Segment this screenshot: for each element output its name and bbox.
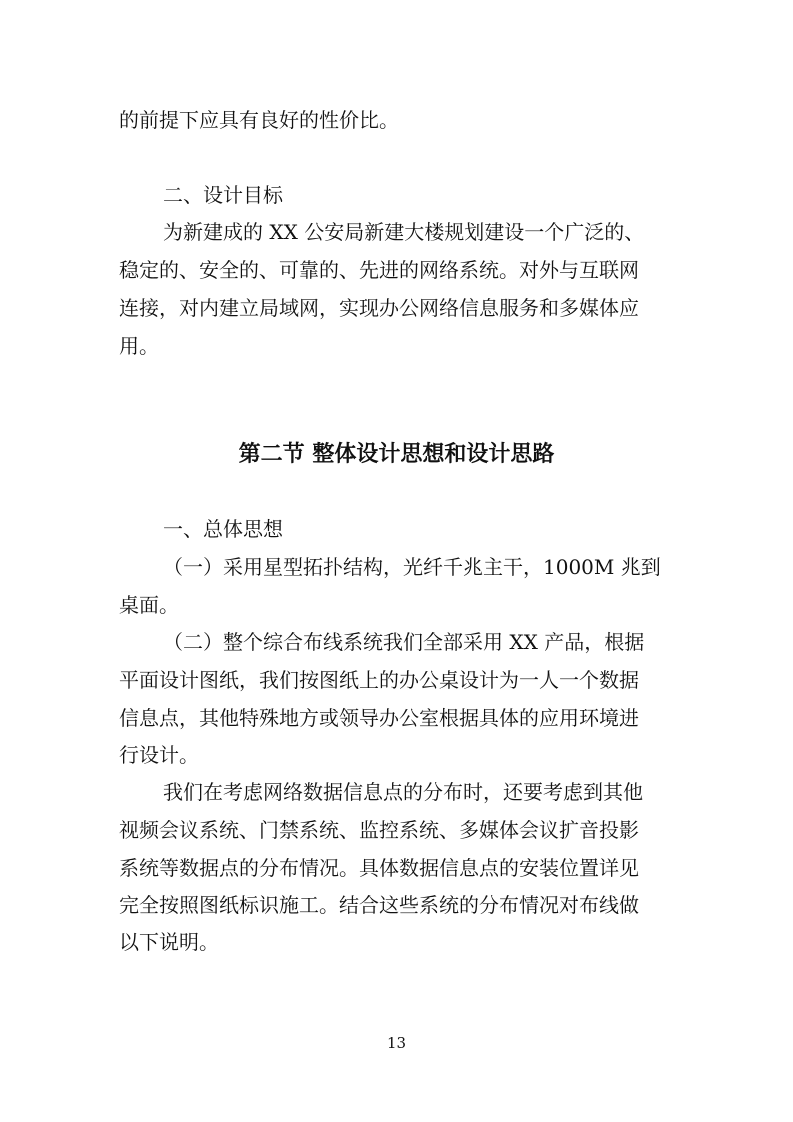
design-goal-line: 为新建成的 XX 公安局新建大楼规划建设一个广泛的、	[163, 220, 645, 244]
design-goal-line: 用。	[119, 334, 159, 358]
item-2-line: 行设计。	[119, 743, 199, 767]
page-number: 13	[386, 1034, 407, 1052]
item-2-line: 平面设计图纸，我们按图纸上的办公桌设计为一人一个数据	[119, 668, 639, 692]
para-3-line: 完全按照图纸标识施工。结合这些系统的分布情况对布线做	[119, 893, 639, 917]
design-goal-heading: 二、设计目标	[163, 183, 283, 207]
para-3-line: 我们在考虑网络数据信息点的分布时，还要考虑到其他	[163, 780, 643, 804]
para-3-line: 系统等数据点的分布情况。具体数据信息点的安装位置详见	[119, 856, 639, 880]
item-2-line: （二）整个综合布线系统我们全部采用 XX 产品，根据	[163, 630, 645, 654]
para-3-line: 视频会议系统、门禁系统、监控系统、多媒体会议扩音投影	[119, 818, 639, 842]
intro-line: 的前提下应具有良好的性价比。	[119, 108, 399, 132]
section-title: 第二节 整体设计思想和设计思路	[238, 442, 555, 467]
item-1-line: （一）采用星型拓扑结构，光纤千兆主干，1000M 兆到	[163, 555, 661, 579]
item-1-line: 桌面。	[119, 593, 179, 617]
design-goal-line: 稳定的、安全的、可靠的、先进的网络系统。对外与互联网	[119, 258, 639, 282]
overall-idea-heading: 一、总体思想	[163, 517, 283, 541]
para-3-line: 以下说明。	[119, 930, 219, 954]
design-goal-line: 连接，对内建立局域网，实现办公网络信息服务和多媒体应	[119, 296, 639, 320]
item-2-line: 信息点，其他特殊地方或领导办公室根据具体的应用环境进	[119, 706, 639, 730]
